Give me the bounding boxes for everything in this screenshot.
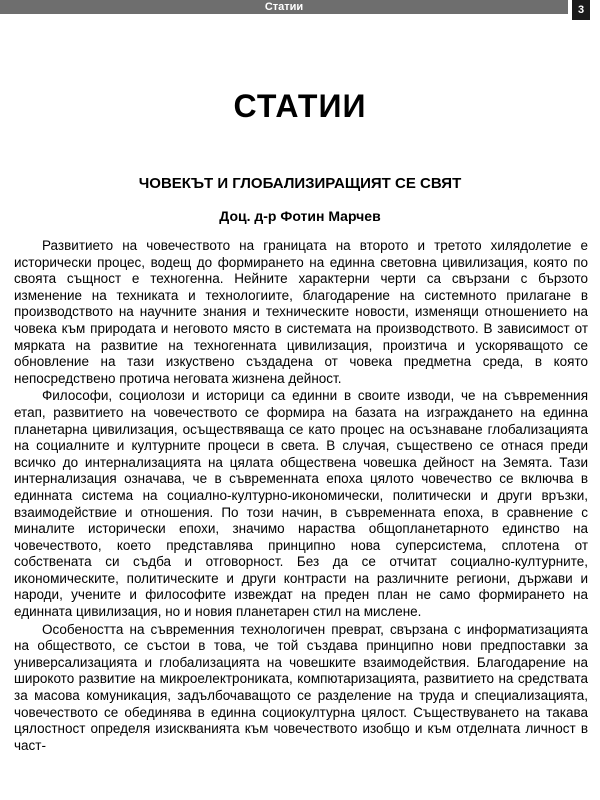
section-title: СТАТИИ [233,88,367,124]
running-header [0,0,568,14]
page-number: 3 [572,0,590,20]
paragraph: Развитието на човечеството на границата на второто и третото хилядолетие е исторически процес, водещ до формирането на единна световна цивилизация, която по своята същност е техногенна. Нейните характерни черти са свързани с бързото изменение на техниката и технологиите, благодарение на системното прилагане в производството на научните знания и техническите новости, изменящи отношението на човека към природата и неговото място в системата на производството. В зависимост от мярката на развитие на техногенната цивилизация, произтича и ускоряващото се обновление на тази изкуствено създадена от човека предметна среда, в която непосредствено протича неговата жизнена дейност. [14,238,588,386]
paragraph: Философи, социолози и историци са единни в своите изводи, че на съвременния етап, развитието на човечеството се формира на базата на изграждането на единна планетарна цивилизация, осъществяваща се като процес на осъзнаване глобализацията на социалните и културните процеси в света. В случая, съществено се отнася преди всичко до интернализацията на цялата обществена човешка дейност на Земята. Тази интернализация означава, че в съвременната епоха цялото човечество се включва в единната система на социално-културно-икономически, политически и други връзки, взаимодействие и отношения. По този начин, в съвременната епоха, в сравнение с миналите исторически епохи, значимо нараства общопланетарното единство на човечеството, което представлява принципно нова суперсистема, сплотена от собствената си съдба и отговорност. Без да се отчитат социално-културните, икономическите, политическите и други контрасти на различните региони, държави и народи, учените и философите извеждат на преден план не само формирането на единната цивилизация, но и новия планетарен стил на мислене. [14,388,588,620]
paragraph: Особеността на съвременния технологичен преврат, свързана с информатизацията на обществото, се състои в това, че той създава принципно нови предпоставки за универсализацията и глобализацията на човешките взаимодействия. Благодарение на широкото развитие на микроелектрониката, компютаризацията, развитието на средствата за масова комуникация, задълбочаващото се разделение на труда и специализацията, човечеството се обединява в единна социокултурна цялост. Съществуването на такава цялостност определя изискванията към човечеството изобщо и към отделната личност в част- [14,621,588,753]
running-title: Статии [264,1,304,13]
article-author: Доц. д-р Фотин Марчев [219,208,381,224]
article-title: ЧОВЕКЪТ И ГЛОБАЛИЗИРАЩИЯТ СЕ СВЯТ [138,175,462,192]
article-body [14,238,588,755]
